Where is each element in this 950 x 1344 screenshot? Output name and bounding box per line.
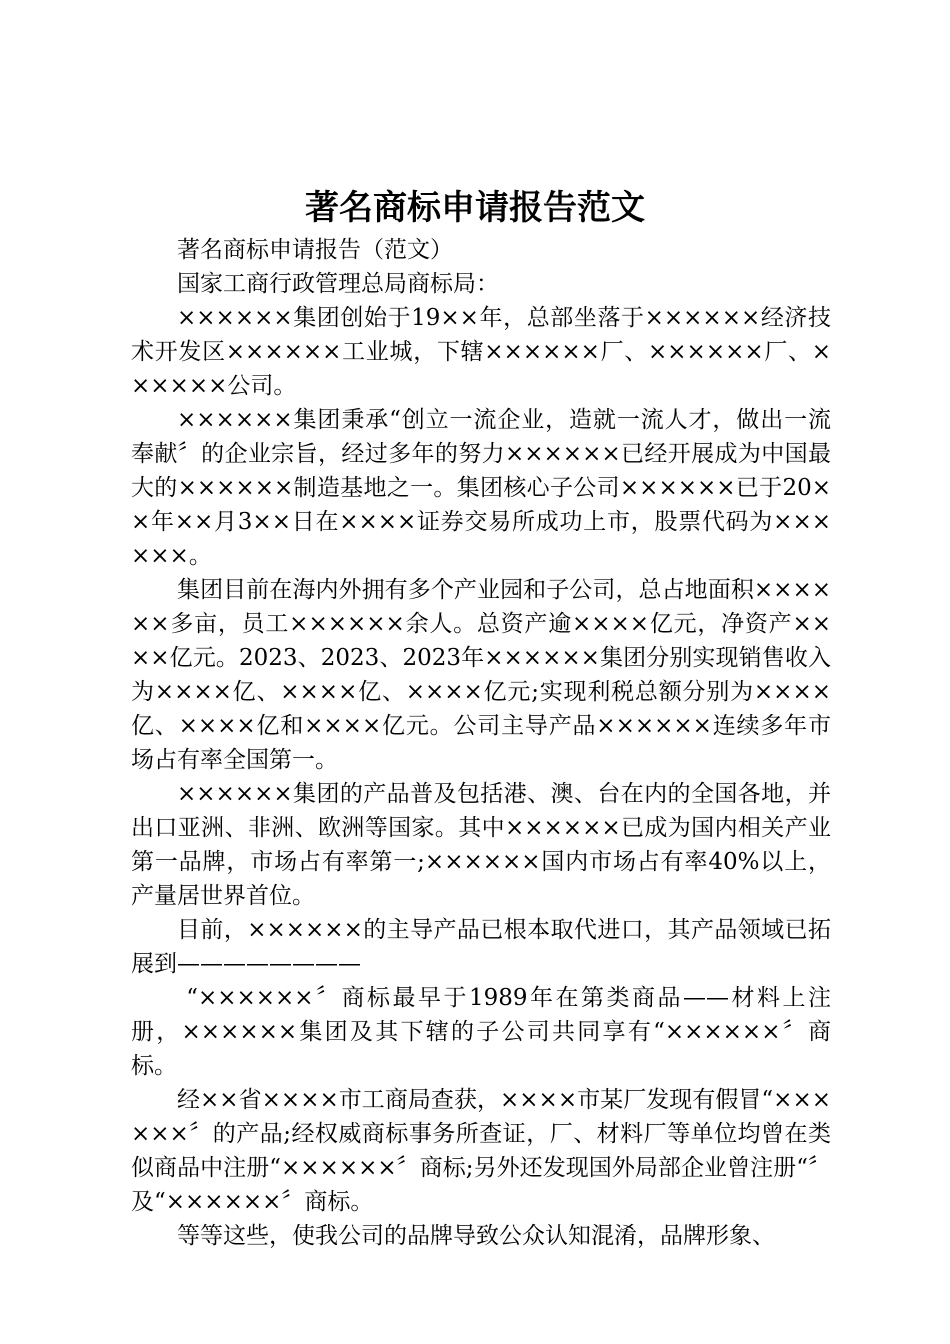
- document-title: 著名商标申请报告范文: [305, 188, 645, 228]
- document-body: [131, 233, 831, 1253]
- body-paragraph: 等等这些，使我公司的品牌导致公众认知混淆，品牌形象、: [177, 1223, 775, 1249]
- salutation-paragraph: 国家工商行政管理总局商标局：: [177, 271, 499, 297]
- subtitle-paragraph: 著名商标申请报告（范文）: [177, 237, 453, 263]
- body-paragraph: 集团目前在海内外拥有多个产业园和子公司，总占地面积××××××多亩，员工××××××余人。总资产逾××××亿元，净资产××××亿元。2023、2023、2023年××××××集团分别实现销售收入为××××亿、××××亿、××××亿元;实现利税总额分别为××××亿、××××亿和××××亿元。公司主导产品××××××连续多年市场占有率全国第一。: [131, 577, 831, 773]
- body-paragraph: 经××省××××市工商局查获，××××市某厂发现有假冒“××××××〞的产品;经权威商标事务所查证，厂、材料厂等单位均曾在类似商品中注册“××××××〞商标;另外还发现国外局部企业曾注册“〞及“××××××〞商标。: [131, 1087, 831, 1215]
- body-paragraph: 目前，××××××的主导产品已根本取代进口，其产品领域已拓展到————————: [131, 917, 831, 977]
- body-paragraph: “××××××〞商标最早于1989年在第类商品——材料上注册，××××××集团及其下辖的子公司共同享有“××××××〞商标。: [131, 985, 831, 1079]
- body-paragraph: ××××××集团秉承“创立一流企业，造就一流人才，做出一流奉献〞的企业宗旨，经过多年的努力××××××已经开展成为中国最大的××××××制造基地之一。集团核心子公司××××××已于20××年××月3××日在××××证券交易所成功上市，股票代码为××××××。: [131, 407, 831, 569]
- body-paragraph: ××××××集团的产品普及包括港、澳、台在内的全国各地，并出口亚洲、非洲、欧洲等国家。其中××××××已成为国内相关产业第一品牌，市场占有率第一;××××××国内市场占有率40%以上，产量居世界首位。: [131, 781, 831, 909]
- body-paragraph: ××××××集团创始于19××年，总部坐落于××××××经济技术开发区××××××工业城，下辖××××××厂、××××××厂、××××××公司。: [131, 305, 831, 399]
